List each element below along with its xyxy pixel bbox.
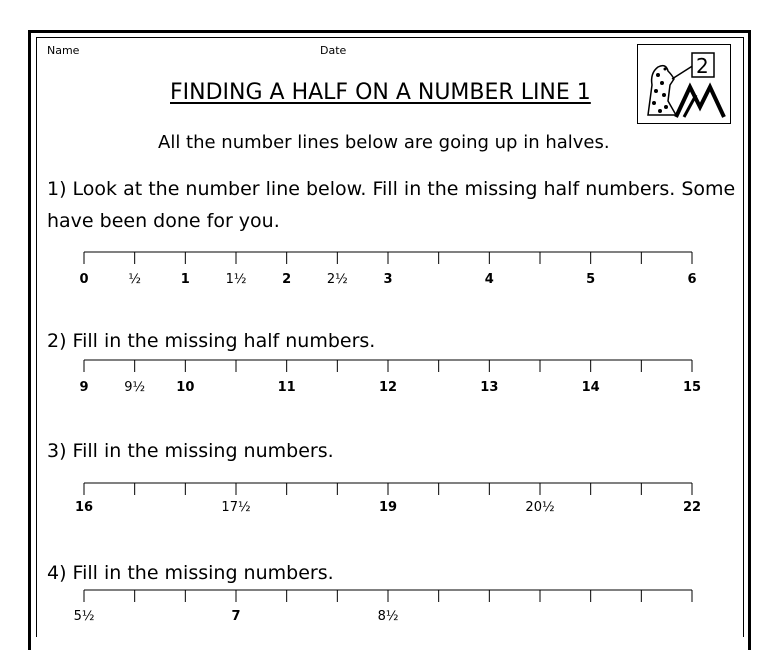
number-line-label: 8½ bbox=[377, 609, 399, 624]
number-line-3 bbox=[75, 483, 701, 515]
number-line-label: 7 bbox=[231, 609, 241, 624]
question-1-text-line2: have been done for you. bbox=[47, 210, 280, 232]
number-line-4 bbox=[74, 590, 692, 624]
number-line-label: 14 bbox=[581, 380, 600, 395]
number-line-label: 9 bbox=[79, 380, 89, 395]
number-line-label: 11 bbox=[277, 380, 296, 395]
intro-text: All the number lines below are going up in halves. bbox=[158, 132, 610, 153]
number-line-label: 20½ bbox=[525, 500, 555, 515]
number-line-label: 5 bbox=[586, 272, 596, 287]
number-line-label: 9½ bbox=[124, 380, 146, 395]
number-line-label: 2½ bbox=[326, 272, 348, 287]
page-title: FINDING A HALF ON A NUMBER LINE 1 bbox=[170, 80, 591, 105]
number-line-label: 1 bbox=[180, 272, 190, 287]
number-line-1 bbox=[79, 252, 696, 287]
number-line-label: 12 bbox=[378, 380, 398, 395]
number-line-label: ½ bbox=[128, 272, 141, 287]
number-line-label: 16 bbox=[74, 500, 94, 515]
number-line-label: 4 bbox=[484, 272, 494, 287]
number-line-label: 0 bbox=[79, 272, 89, 287]
logo-badge-text: 2 bbox=[696, 54, 709, 78]
number-line-label: 15 bbox=[682, 380, 702, 395]
question-1-text: 1) Look at the number line below. Fill in the missing half numbers. Some bbox=[47, 178, 736, 200]
number-line-label: 19 bbox=[378, 500, 398, 515]
number-line-label: 2 bbox=[282, 272, 292, 287]
number-line-label: 17½ bbox=[221, 500, 251, 515]
number-line-label: 3 bbox=[383, 272, 393, 287]
number-line-label: 5½ bbox=[73, 609, 95, 624]
question-3-text: 3) Fill in the missing numbers. bbox=[47, 440, 334, 462]
number-line-label: 1½ bbox=[225, 272, 247, 287]
number-line-label: 13 bbox=[480, 380, 499, 395]
number-line-label: 10 bbox=[176, 380, 195, 395]
name-label: Name bbox=[47, 44, 80, 57]
number-line-label: 22 bbox=[682, 500, 702, 515]
question-4-text: 4) Fill in the missing numbers. bbox=[47, 562, 334, 584]
number-line-2 bbox=[79, 360, 701, 395]
number-line-label: 6 bbox=[687, 272, 697, 287]
date-label: Date bbox=[320, 44, 347, 57]
question-2-text: 2) Fill in the missing half numbers. bbox=[47, 330, 376, 352]
